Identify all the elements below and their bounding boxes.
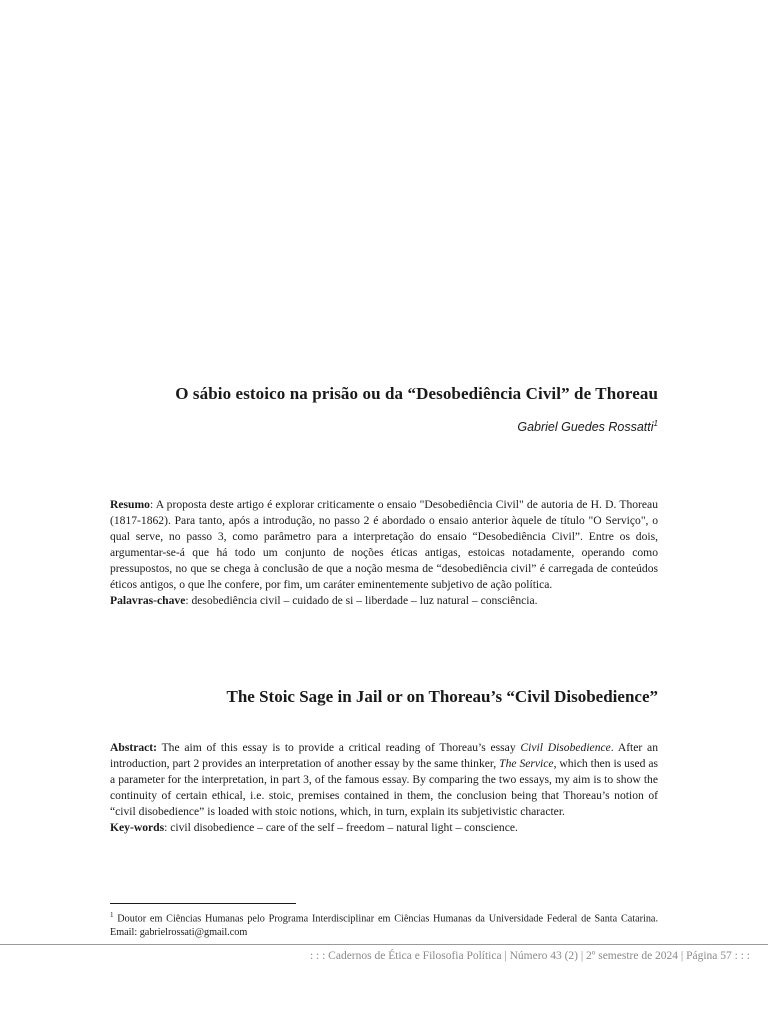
abstract-text-2: . After an introduction, part 2 provides an interpretation of another essay by the same thinker,: [110, 741, 658, 770]
abstract-text-3: , which then is used as a parameter for the interpretation, in part 3, of the famous essay. By comparing the two essays, my aim is to show the continuity of certain ethical, i.e. stoic, premises contained in them, the conclusion being that Thoreau’s notion of “civil disobedience” is loaded with stoic notions, which, in turn, explain its subjetivistic character.: [110, 757, 659, 818]
keywords-paragraph: [110, 820, 658, 836]
resumo-paragraph: [110, 497, 658, 593]
author-name-text: Gabriel Guedes Rossatti: [517, 420, 654, 435]
abstract-portuguese: [110, 497, 658, 609]
footnote-divider: [110, 903, 296, 904]
abstract-text-1: The aim of this essay is to provide a critical reading of Thoreau’s essay: [157, 741, 521, 754]
abstract-italic-title-2: The Service: [499, 757, 554, 770]
page-footer: : : : Cadernos de Ética e Filosofia Política | Número 43 (2) | 2º semestre de 2024 | Página 57 : : :: [309, 950, 750, 962]
article-title-english: The Stoic Sage in Jail or on Thoreau’s “Civil Disobedience”: [226, 687, 658, 706]
footnote-text: Doutor em Ciências Humanas pelo Programa Interdisciplinar em Ciências Humanas da Universidade Federal de Santa Catarina. Email: gabrielrossati@gmail.com: [110, 913, 658, 939]
abstract-label: Abstract:: [110, 741, 158, 754]
abstract-english: [110, 740, 658, 836]
footnote: [110, 908, 658, 940]
palavras-chave-text: : desobediência civil – cuidado de si – liberdade – luz natural – consciência.: [185, 594, 538, 607]
footer-divider: [0, 944, 768, 945]
palavras-chave-label: Palavras-chave: [110, 594, 186, 607]
abstract-paragraph: [110, 740, 658, 820]
abstract-italic-title-1: Civil Disobedience: [520, 741, 611, 754]
resumo-label: Resumo: [110, 498, 150, 511]
resumo-text: : A proposta deste artigo é explorar criticamente o ensaio "Desobediência Civil" de autoria de H. D. Thoreau (1817-1862). Para tanto, após a introdução, no passo 2 é abordado o ensaio anterior àquele de título "O Serviço", o qual serve, no passo 3, como parâmetro para a interpretação do ensaio “Desobediência Civil”. Entre os dois, argumentar-se-á que há todo um conjunto de noções éticas antigas, estoicas notadamente, operando como pressupostos, no que se chega à conclusão de que a noção mesma de “desobediência civil” é carregada de conteúdos éticos antigos, o que lhe confere, por fim, um caráter eminentemente subjetivo de ação política.: [110, 498, 658, 591]
author-footnote-mark: 1: [653, 419, 658, 428]
palavras-chave-paragraph: [110, 593, 658, 609]
author-name: [110, 419, 658, 434]
footnote-mark: 1: [110, 911, 114, 919]
keywords-label: Key-words: [110, 821, 165, 834]
keywords-text: : civil disobedience – care of the self – freedom – natural light – conscience.: [164, 821, 518, 834]
article-title-portuguese: O sábio estoico na prisão ou da “Desobediência Civil” de Thoreau: [175, 384, 658, 403]
